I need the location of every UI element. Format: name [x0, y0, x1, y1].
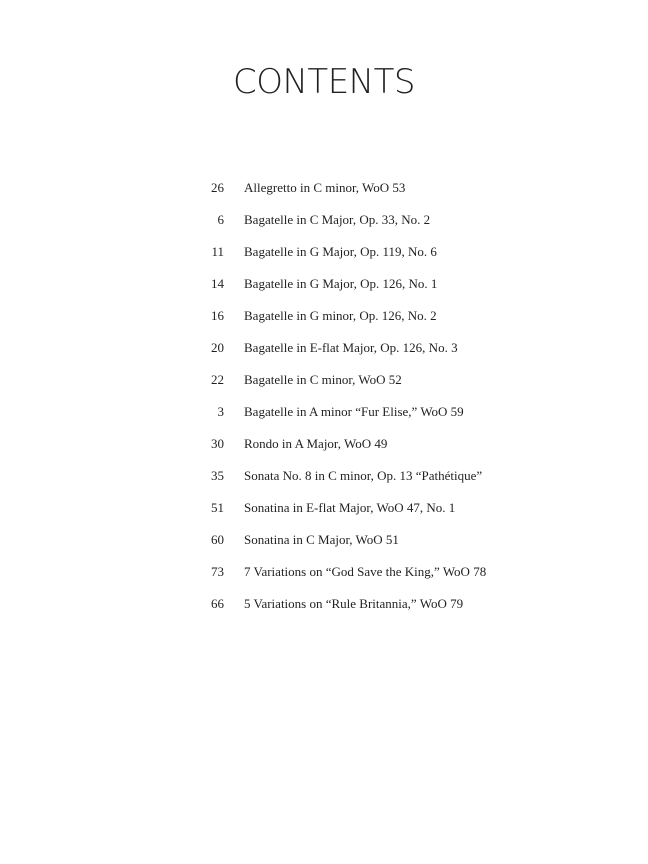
toc-entry [0, 272, 648, 304]
table-of-contents [0, 176, 648, 624]
toc-page-number: 35 [211, 468, 224, 483]
toc-entry-title: Bagatelle in G Major, Op. 119, No. 6 [244, 244, 437, 259]
toc-entry-title: Bagatelle in G minor, Op. 126, No. 2 [244, 308, 437, 323]
toc-entry [0, 432, 648, 464]
toc-entry [0, 176, 648, 208]
toc-entry [0, 240, 648, 272]
toc-entry [0, 336, 648, 368]
toc-page-number: 22 [211, 372, 224, 387]
toc-entry [0, 528, 648, 560]
toc-entry-title: Sonatina in C Major, WoO 51 [244, 532, 399, 547]
toc-entry [0, 304, 648, 336]
toc-page-number: 73 [211, 564, 224, 579]
toc-page-number: 60 [211, 532, 224, 547]
toc-entry [0, 400, 648, 432]
toc-entry-title: Bagatelle in E-flat Major, Op. 126, No. 3 [244, 340, 458, 355]
toc-entry-title: Bagatelle in C minor, WoO 52 [244, 372, 402, 387]
toc-entry-title: 5 Variations on “Rule Britannia,” WoO 79 [244, 596, 464, 611]
toc-entry [0, 592, 648, 624]
page-title: CONTENTS [233, 62, 415, 102]
toc-page-number: 20 [211, 340, 224, 355]
toc-entry-title: Bagatelle in C Major, Op. 33, No. 2 [244, 212, 431, 227]
toc-entry [0, 560, 648, 592]
toc-entry-title: Bagatelle in A minor “Fur Elise,” WoO 59 [244, 404, 464, 419]
toc-entry-title: Sonatina in E-flat Major, WoO 47, No. 1 [244, 500, 456, 515]
toc-entry-title: Rondo in A Major, WoO 49 [244, 436, 388, 451]
toc-page-number: 30 [211, 436, 224, 451]
toc-entry-title: 7 Variations on “God Save the King,” WoO 78 [244, 564, 487, 579]
toc-page-number: 26 [211, 180, 224, 195]
toc-entry [0, 496, 648, 528]
toc-page-number: 16 [211, 308, 224, 323]
toc-page-number: 3 [217, 404, 224, 419]
toc-page-number: 11 [211, 244, 224, 259]
toc-entry [0, 368, 648, 400]
toc-entry-title: Allegretto in C minor, WoO 53 [244, 180, 406, 195]
toc-entry [0, 464, 648, 496]
toc-entry [0, 208, 648, 240]
toc-page-number: 66 [211, 596, 224, 611]
toc-page-number: 51 [211, 500, 224, 515]
toc-page-number: 6 [217, 212, 224, 227]
toc-entry-title: Bagatelle in G Major, Op. 126, No. 1 [244, 276, 438, 291]
toc-page-number: 14 [211, 276, 224, 291]
toc-entry-title: Sonata No. 8 in C minor, Op. 13 “Pathétique” [244, 468, 483, 483]
